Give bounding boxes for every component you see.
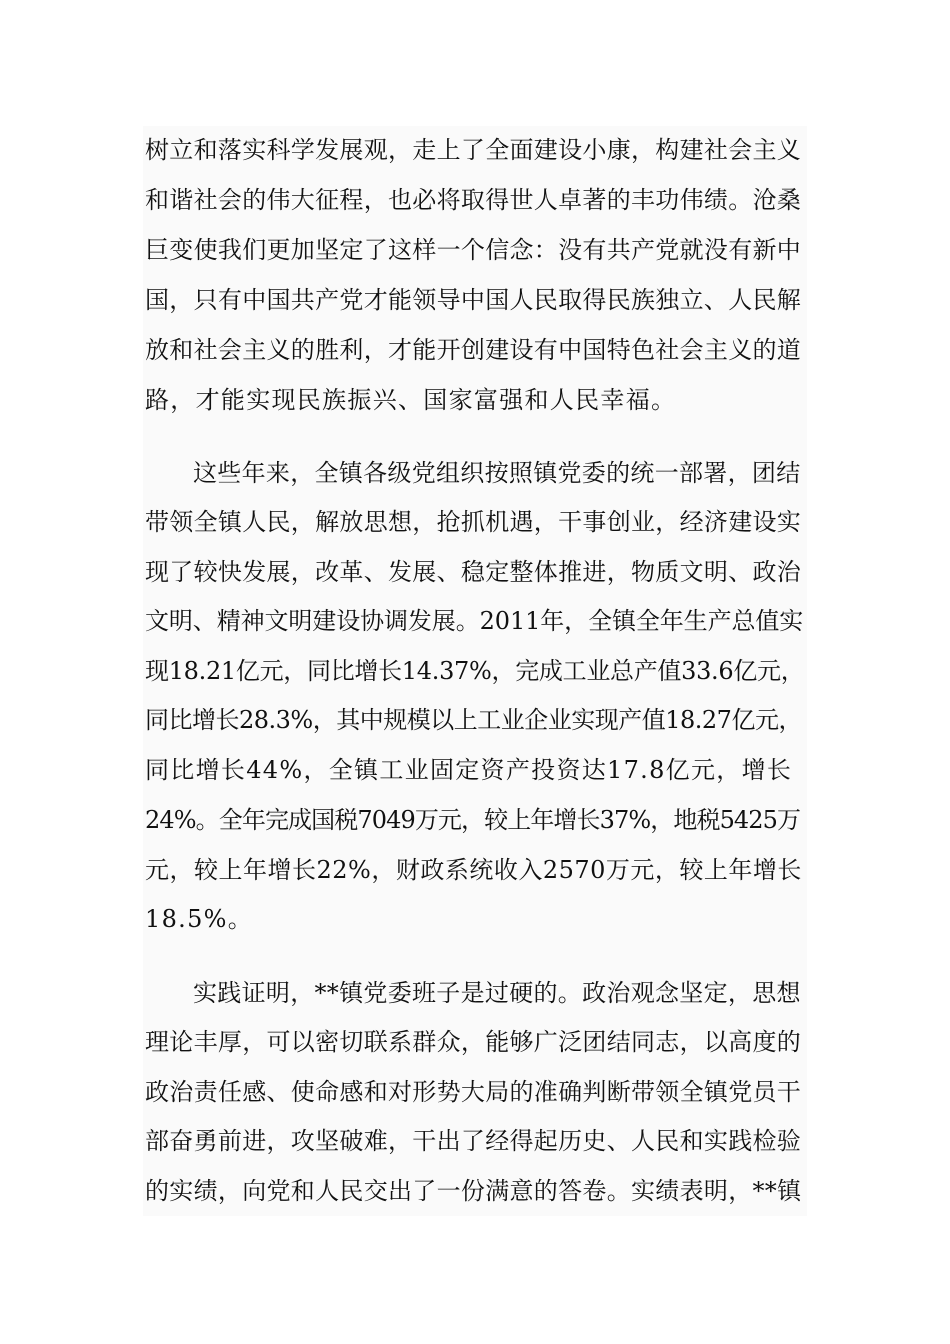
text-line: 的实绩，向党和人民交出了一份满意的答卷。实绩表明，**镇 (145, 1177, 802, 1205)
text-line: 24%。全年完成国税7049万元，较上年增长37%，地税5425万 (145, 806, 801, 834)
text-line: 部奋勇前进，攻坚破难，干出了经得起历史、人民和实践检验 (145, 1127, 802, 1155)
text-line: 18.5%。 (145, 905, 254, 933)
text-line: 带领全镇人民，解放思想，抢抓机遇，干事创业，经济建设实 (145, 508, 802, 536)
text-line: 理论丰厚，可以密切联系群众，能够广泛团结同志，以高度的 (145, 1028, 802, 1056)
text-line: 元，较上年增长22%，财政系统收入2570万元，较上年增长 (145, 856, 802, 884)
text-line: 放和社会主义的胜利，才能开创建设有中国特色社会主义的道 (145, 336, 802, 364)
text-line: 这些年来，全镇各级党组织按照镇党委的统一部署，团结 (193, 459, 801, 487)
text-line: 现18.21亿元，同比增长14.37%，完成工业总产值33.6亿元， (145, 657, 805, 685)
text-line: 国，只有中国共产党才能领导中国人民取得民族独立、人民解 (145, 286, 802, 314)
text-line: 现了较快发展，改革、发展、稳定整体推进，物质文明、政治 (145, 558, 802, 586)
text-line: 路，才能实现民族振兴、国家富强和人民幸福。 (145, 386, 677, 414)
text-line: 实践证明，**镇党委班子是过硬的。政治观念坚定，思想 (193, 979, 801, 1007)
text-line: 巨变使我们更加坚定了这样一个信念：没有共产党就没有新中 (145, 236, 802, 264)
text-line: 同比增长44%，全镇工业固定资产投资达17.8亿元，增长 (145, 756, 793, 784)
text-line: 同比增长28.3%，其中规模以上工业企业实现产值18.27亿元， (145, 706, 802, 734)
text-line: 树立和落实科学发展观，走上了全面建设小康，构建社会主义 (145, 136, 802, 164)
text-line: 和谐社会的伟大征程，也必将取得世人卓著的丰功伟绩。沧桑 (145, 186, 802, 214)
text-line: 政治责任感、使命感和对形势大局的准确判断带领全镇党员干 (145, 1078, 802, 1106)
text-line: 文明、精神文明建设协调发展。2011年，全镇全年生产总值实 (145, 607, 804, 635)
